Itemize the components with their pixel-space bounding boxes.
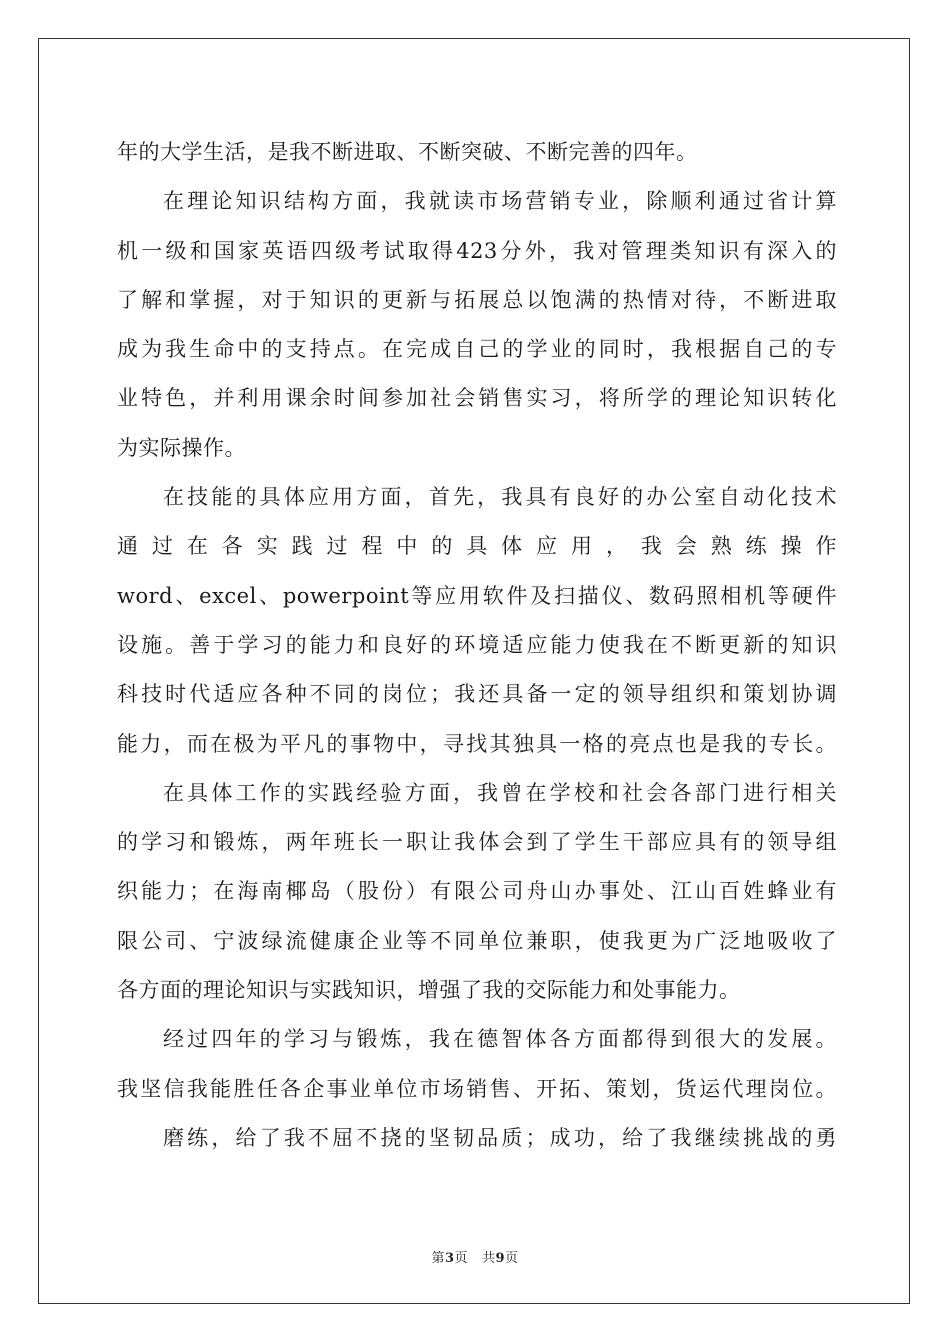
- text-line: 机一级和国家英语四级考试取得423分外，我对管理类知识有深入的: [117, 238, 837, 263]
- text-line: 限公司、宁波绿流健康企业等不同单位兼职，使我更为广泛地吸收了: [117, 928, 837, 953]
- total-prefix: 共: [481, 1251, 496, 1266]
- text-line: 的学习和锻炼，两年班长一职让我体会到了学生干部应具有的领导组: [117, 830, 837, 855]
- page-prefix: 第: [431, 1251, 445, 1266]
- text-line: 通过在各实践过程中的具体应用，我会熟练操作: [117, 534, 837, 559]
- text-line: 了解和掌握，对于知识的更新与拓展总以饱满的热情对待，不断进取: [117, 287, 837, 312]
- text-line: 各方面的理论知识与实践知识，增强了我的交际能力和处事能力。: [117, 978, 741, 1003]
- text-line: 成为我生命中的支持点。在完成自己的学业的同时，我根据自己的专: [117, 337, 837, 362]
- text-line: 织能力；在海南椰岛（股份）有限公司舟山办事处、江山百姓蜂业有: [117, 879, 837, 904]
- text-line: 能力，而在极为平凡的事物中，寻找其独具一格的亮点也是我的专长。: [117, 731, 837, 756]
- text-line: word、excel、powerpoint等应用软件及扫描仪、数码照相机等硬件: [117, 583, 837, 608]
- total-pages: 9: [495, 1251, 506, 1266]
- text-line: 我坚信我能胜任各企事业单位市场销售、开拓、策划，货运代理岗位。: [117, 1076, 837, 1101]
- text-line: 为实际操作。: [117, 435, 246, 460]
- page-suffix: 页: [454, 1251, 469, 1266]
- text-line: 在理论知识结构方面，我就读市场营销专业，除顺利通过省计算: [163, 189, 837, 214]
- document-body: [117, 128, 837, 1163]
- text-line: 年的大学生活，是我不断进取、不断突破、不断完善的四年。: [117, 140, 698, 164]
- total-suffix: 页: [505, 1251, 519, 1266]
- page-footer: [0, 1247, 950, 1266]
- text-line: 磨练，给了我不屈不挠的坚韧品质；成功，给了我继续挑战的勇: [163, 1125, 837, 1150]
- text-line: 科技时代适应各种不同的岗位；我还具备一定的领导组织和策划协调: [117, 682, 837, 707]
- text-line: 经过四年的学习与锻炼，我在德智体各方面都得到很大的发展。: [163, 1027, 837, 1052]
- text-line: 业特色，并利用课余时间参加社会销售实习，将所学的理论知识转化: [117, 386, 837, 411]
- page-number: 3: [444, 1251, 455, 1266]
- text-line: 在具体工作的实践经验方面，我曾在学校和社会各部门进行相关: [163, 780, 837, 805]
- text-line: 在技能的具体应用方面，首先，我具有良好的办公室自动化技术: [163, 485, 837, 510]
- text-line: 设施。善于学习的能力和良好的环境适应能力使我在不断更新的知识: [117, 632, 837, 657]
